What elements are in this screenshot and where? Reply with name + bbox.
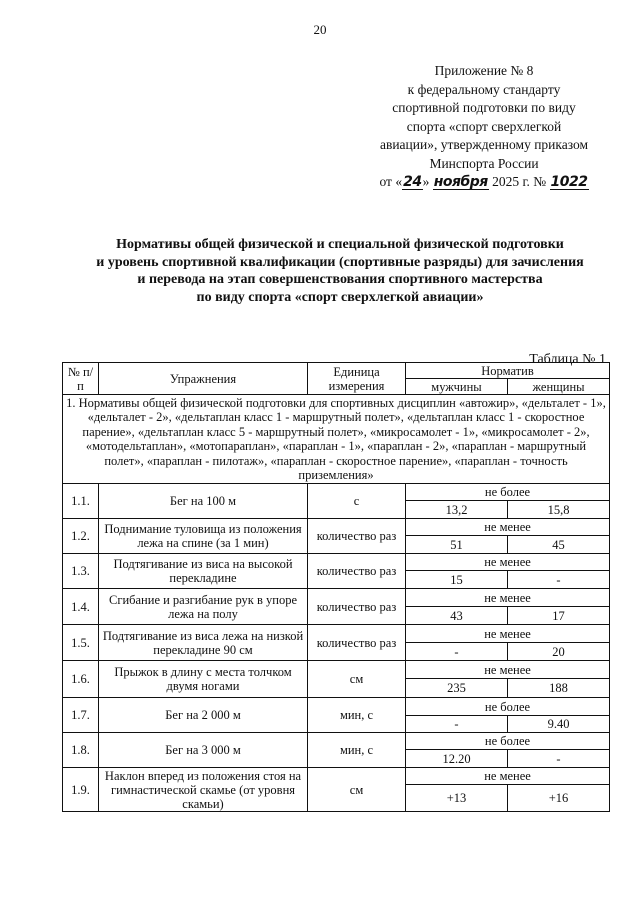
row-exercise: Бег на 100 м bbox=[99, 484, 308, 519]
appendix-line: Приложение № 8 bbox=[434, 63, 534, 78]
value-men: 15 bbox=[406, 571, 508, 589]
row-number: 1.2. bbox=[63, 519, 99, 554]
value-men: 12.20 bbox=[406, 750, 508, 768]
table-row bbox=[63, 661, 610, 679]
row-unit: количество раз bbox=[308, 554, 406, 589]
handwritten-order-number: 1022 bbox=[550, 174, 588, 190]
row-number: 1.8. bbox=[63, 733, 99, 768]
header-men: мужчины bbox=[406, 379, 508, 395]
table-row bbox=[63, 625, 610, 643]
date-day-close: » bbox=[422, 174, 430, 189]
row-exercise: Бег на 2 000 м bbox=[99, 698, 308, 733]
value-men: 235 bbox=[406, 679, 508, 698]
row-unit: с bbox=[308, 484, 406, 519]
row-condition: не менее bbox=[406, 661, 610, 679]
date-year: 2025 г. № bbox=[492, 174, 547, 189]
value-women: 188 bbox=[508, 679, 610, 698]
row-condition: не менее bbox=[406, 554, 610, 571]
value-men: 43 bbox=[406, 607, 508, 625]
title-line: и уровень спортивной квалификации (спортивные разряды) для зачисления bbox=[96, 254, 584, 270]
title-line: по виду спорта «спорт сверхлегкой авиации» bbox=[196, 289, 484, 305]
row-number: 1.1. bbox=[63, 484, 99, 519]
row-exercise: Подтягивание из виса лежа на низкой перекладине 90 см bbox=[99, 625, 308, 661]
table-rows bbox=[63, 484, 610, 812]
header-exercise: Упражнения bbox=[99, 363, 308, 395]
row-unit: мин, с bbox=[308, 698, 406, 733]
value-women: 15,8 bbox=[508, 501, 610, 519]
table-row bbox=[63, 484, 610, 501]
appendix-line: авиации», утвержденному приказом bbox=[379, 137, 589, 152]
row-condition: не более bbox=[406, 698, 610, 716]
header-norm: Норматив bbox=[406, 363, 610, 379]
row-condition: не менее bbox=[406, 768, 610, 785]
value-women: 20 bbox=[508, 643, 610, 661]
row-exercise: Сгибание и разгибание рук в упоре лежа на полу bbox=[99, 589, 308, 625]
row-condition: не менее bbox=[406, 589, 610, 607]
header-unit: Единица измерения bbox=[308, 363, 406, 395]
row-condition: не более bbox=[406, 484, 610, 501]
row-condition: не менее bbox=[406, 625, 610, 643]
date-prefix: от « bbox=[379, 174, 403, 189]
value-men: +13 bbox=[406, 785, 508, 812]
value-men: - bbox=[406, 716, 508, 733]
table-row bbox=[63, 733, 610, 750]
document-title bbox=[40, 236, 640, 306]
value-men: - bbox=[406, 643, 508, 661]
row-unit: количество раз bbox=[308, 625, 406, 661]
value-men: 51 bbox=[406, 536, 508, 554]
row-unit: количество раз bbox=[308, 589, 406, 625]
section-row bbox=[63, 395, 610, 484]
row-number: 1.9. bbox=[63, 768, 99, 812]
section-heading: 1. Нормативы общей физической подготовки для спортивных дисциплин «автожир», «дельталет - 1», «дельталет - 2», «дельтаплан класс 1 - маршрутный полет», «дельтаплан класс 1 - скоростное парение», «дельтаплан класс 5 - маршрутный полет», «микросамолет - 1», «микросамолет - 2», «мотодельтаплан», «мотопараплан», «параплан - 1», «параплан - 2», «параплан - маршрутный полет», «параплан - пилотаж», «параплан - скоростное парение», «параплан - точность приземления» bbox=[63, 395, 610, 484]
header-num: № п/п bbox=[63, 363, 99, 395]
row-exercise: Прыжок в длину с места толчком двумя ногами bbox=[99, 661, 308, 698]
row-number: 1.6. bbox=[63, 661, 99, 698]
row-unit: см bbox=[308, 661, 406, 698]
table-row bbox=[63, 589, 610, 607]
row-number: 1.5. bbox=[63, 625, 99, 661]
table-row bbox=[63, 519, 610, 536]
row-number: 1.7. bbox=[63, 698, 99, 733]
appendix-line: к федеральному стандарту bbox=[407, 81, 561, 97]
table-row bbox=[63, 554, 610, 571]
value-women: - bbox=[508, 750, 610, 768]
value-women: - bbox=[508, 571, 610, 589]
handwritten-day: 24 bbox=[403, 174, 422, 190]
row-number: 1.3. bbox=[63, 554, 99, 589]
page-number: 20 bbox=[313, 22, 327, 37]
order-date-line bbox=[372, 173, 596, 192]
value-women: +16 bbox=[508, 785, 610, 812]
table-row bbox=[63, 768, 610, 785]
title-line: Нормативы общей физической и специальной физической подготовки bbox=[116, 237, 564, 252]
row-condition: не более bbox=[406, 733, 610, 750]
table-row bbox=[63, 698, 610, 716]
value-women: 17 bbox=[508, 607, 610, 625]
appendix-line: Минспорта России bbox=[429, 155, 539, 171]
appendix-line: спортивной подготовки по виду bbox=[392, 100, 576, 115]
row-exercise: Наклон вперед из положения стоя на гимнастической скамье (от уровня скамьи) bbox=[99, 768, 308, 812]
row-condition: не менее bbox=[406, 519, 610, 536]
row-exercise: Поднимание туловища из положения лежа на спине (за 1 мин) bbox=[99, 519, 308, 554]
handwritten-month: ноября bbox=[433, 174, 488, 190]
table-label: Таблица № 1 bbox=[529, 352, 606, 367]
value-men: 13,2 bbox=[406, 501, 508, 519]
appendix-line: спорта «спорт сверхлегкой bbox=[406, 118, 562, 134]
value-women: 45 bbox=[508, 536, 610, 554]
value-women: 9.40 bbox=[508, 716, 610, 733]
row-unit: мин, с bbox=[308, 733, 406, 768]
row-number: 1.4. bbox=[63, 589, 99, 625]
row-exercise: Бег на 3 000 м bbox=[99, 733, 308, 768]
norms-table bbox=[62, 362, 610, 812]
row-unit: количество раз bbox=[308, 519, 406, 554]
row-exercise: Подтягивание из виса на высокой перекладине bbox=[99, 554, 308, 589]
header-women: женщины bbox=[508, 379, 610, 395]
header-row bbox=[63, 363, 610, 379]
title-line: и перевода на этап совершенствования спортивного мастерства bbox=[137, 272, 543, 287]
appendix-block bbox=[372, 62, 596, 192]
row-unit: см bbox=[308, 768, 406, 812]
